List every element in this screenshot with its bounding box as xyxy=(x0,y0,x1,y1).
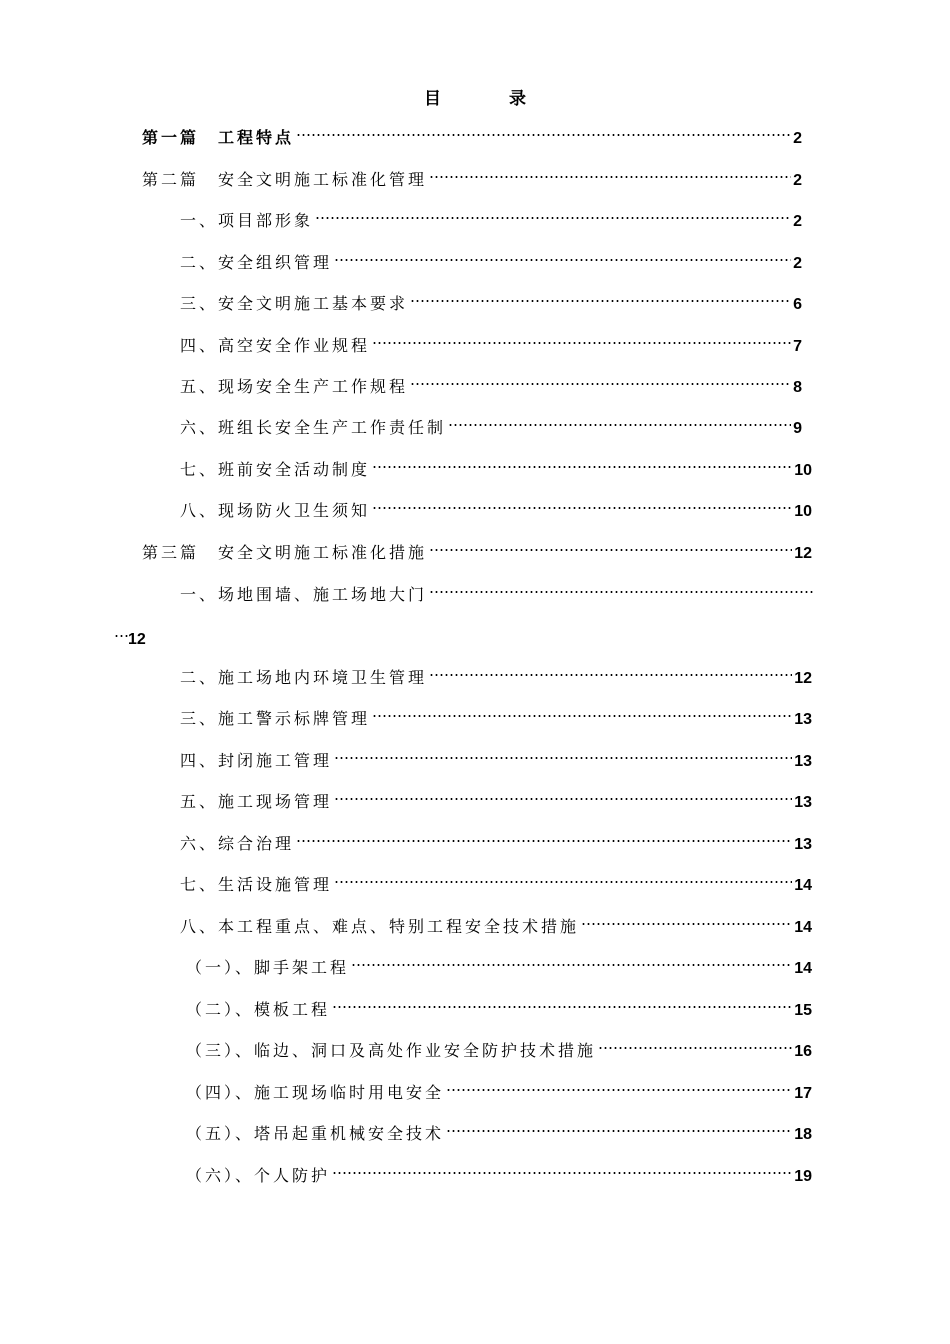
toc-page-number: 2 xyxy=(793,255,802,272)
toc-page-number: 6 xyxy=(793,296,802,313)
toc-page-number: 2 xyxy=(793,130,802,147)
toc-title: 目录 xyxy=(424,89,594,109)
toc-entry[interactable] xyxy=(180,200,802,230)
toc-entry-text: 第一篇 工程特点 xyxy=(142,128,295,147)
toc-leader-dots xyxy=(446,1113,792,1139)
toc-entry-text: 五、施工现场管理 xyxy=(180,792,333,811)
toc-leader-dots xyxy=(332,989,792,1015)
toc-entry-part-2[interactable] xyxy=(142,159,802,189)
toc-page-number: 14 xyxy=(794,919,812,936)
toc-leader-dots xyxy=(351,947,792,973)
toc-entry-text: 八、现场防火卫生须知 xyxy=(180,501,371,520)
toc-entry[interactable] xyxy=(180,781,812,811)
toc-leader-dots xyxy=(581,906,792,932)
toc-leader-dots xyxy=(429,657,792,683)
toc-entry-text: 一、场地围墙、施工场地大门 xyxy=(180,585,428,604)
toc-leader-dots xyxy=(296,117,791,143)
toc-entry[interactable] xyxy=(180,740,812,770)
toc-page-number: 19 xyxy=(794,1168,812,1185)
toc-leader-dots xyxy=(334,864,792,890)
toc-page-number: 9 xyxy=(793,420,802,437)
toc-leader-dots xyxy=(446,1072,792,1098)
toc-page-number: 7 xyxy=(793,338,802,355)
toc-entry[interactable] xyxy=(186,1030,812,1060)
toc-page-number: 13 xyxy=(794,711,812,728)
toc-page-number: 2 xyxy=(793,213,802,230)
toc-entry[interactable] xyxy=(186,1113,812,1143)
toc-entry-text: （四）、施工现场临时用电安全 xyxy=(186,1083,445,1102)
toc-entry-text: （一）、脚手架工程 xyxy=(186,958,350,977)
toc-entry-part-3[interactable] xyxy=(142,532,812,562)
toc-page-number: 13 xyxy=(794,836,812,853)
toc-leader-dots xyxy=(372,490,792,516)
toc-entry[interactable] xyxy=(186,1155,812,1185)
toc-entry[interactable] xyxy=(180,490,812,520)
toc-entry[interactable] xyxy=(180,283,802,313)
toc-leader-dots xyxy=(296,823,792,849)
toc-entry-text: 二、安全组织管理 xyxy=(180,253,333,272)
toc-entry-text: 五、现场安全生产工作规程 xyxy=(180,377,409,396)
toc-entry-wrapped[interactable] xyxy=(180,574,816,604)
toc-entry[interactable] xyxy=(180,657,812,687)
toc-entry-text: 七、生活设施管理 xyxy=(180,875,333,894)
toc-page-number: 17 xyxy=(794,1085,812,1102)
toc-entry[interactable] xyxy=(180,864,812,894)
toc-entry-text: 二、施工场地内环境卫生管理 xyxy=(180,668,428,687)
toc-entry[interactable] xyxy=(180,325,802,355)
toc-page-number: 12 xyxy=(794,545,812,562)
toc-leader-dots xyxy=(114,618,128,644)
toc-entry-text: （二）、模板工程 xyxy=(186,1000,331,1019)
toc-leader-dots xyxy=(372,325,791,351)
toc-leader-dots xyxy=(334,242,791,268)
toc-page-number: 10 xyxy=(794,462,812,479)
toc-leader-dots xyxy=(332,1155,792,1181)
toc-entry-text: （五）、塔吊起重机械安全技术 xyxy=(186,1124,445,1143)
toc-leader-dots xyxy=(429,532,792,558)
toc-entry-text: 六、综合治理 xyxy=(180,834,295,853)
toc-leader-dots xyxy=(429,159,791,185)
toc-leader-dots xyxy=(410,283,791,309)
toc-page-number: 16 xyxy=(794,1043,812,1060)
toc-entry-text: 三、施工警示标牌管理 xyxy=(180,709,371,728)
toc-leader-dots xyxy=(334,781,792,807)
toc-entry[interactable] xyxy=(180,366,802,396)
toc-leader-dots xyxy=(372,698,792,724)
toc-leader-dots xyxy=(429,574,814,600)
toc-entry[interactable] xyxy=(186,947,812,977)
toc-leader-dots xyxy=(372,449,792,475)
toc-entry-continuation[interactable] xyxy=(114,618,146,648)
toc-page-number: 12 xyxy=(794,670,812,687)
toc-leader-dots xyxy=(410,366,791,392)
toc-entry[interactable] xyxy=(180,698,812,728)
toc-entry[interactable] xyxy=(180,823,812,853)
toc-leader-dots xyxy=(598,1030,792,1056)
toc-entry[interactable] xyxy=(186,989,812,1019)
toc-leader-dots xyxy=(334,740,792,766)
toc-page-number: 18 xyxy=(794,1126,812,1143)
toc-page-number: 2 xyxy=(793,172,802,189)
toc-page-number: 14 xyxy=(794,877,812,894)
toc-entry[interactable] xyxy=(186,1072,812,1102)
toc-page-number: 10 xyxy=(794,503,812,520)
toc-page-number: 13 xyxy=(794,794,812,811)
toc-entry-text: 第三篇 安全文明施工标准化措施 xyxy=(142,543,428,562)
toc-page-number: 12 xyxy=(128,631,146,648)
toc-page-number: 15 xyxy=(794,1002,812,1019)
toc-entry[interactable] xyxy=(180,242,802,272)
toc-entry-text: 一、项目部形象 xyxy=(180,211,314,230)
toc-entry[interactable] xyxy=(180,449,812,479)
toc-page-number: 13 xyxy=(794,753,812,770)
toc-entry-text: 四、高空安全作业规程 xyxy=(180,336,371,355)
toc-page-number: 8 xyxy=(793,379,802,396)
toc-entry-text: 七、班前安全活动制度 xyxy=(180,460,371,479)
toc-entry-text: （六）、个人防护 xyxy=(186,1166,331,1185)
toc-entry[interactable] xyxy=(180,906,812,936)
toc-entry-text: 六、班组长安全生产工作责任制 xyxy=(180,418,447,437)
toc-entry-text: （三）、临边、洞口及高处作业安全防护技术措施 xyxy=(186,1041,597,1060)
toc-entry-text: 第二篇 安全文明施工标准化管理 xyxy=(142,170,428,189)
toc-entry-text: 四、封闭施工管理 xyxy=(180,751,333,770)
toc-leader-dots xyxy=(448,407,791,433)
toc-page-number: 14 xyxy=(794,960,812,977)
toc-entry[interactable] xyxy=(180,407,802,437)
toc-entry-part-1[interactable] xyxy=(142,117,802,147)
toc-entry-text: 三、安全文明施工基本要求 xyxy=(180,294,409,313)
toc-entry-text: 八、本工程重点、难点、特别工程安全技术措施 xyxy=(180,917,580,936)
toc-leader-dots xyxy=(315,200,791,226)
